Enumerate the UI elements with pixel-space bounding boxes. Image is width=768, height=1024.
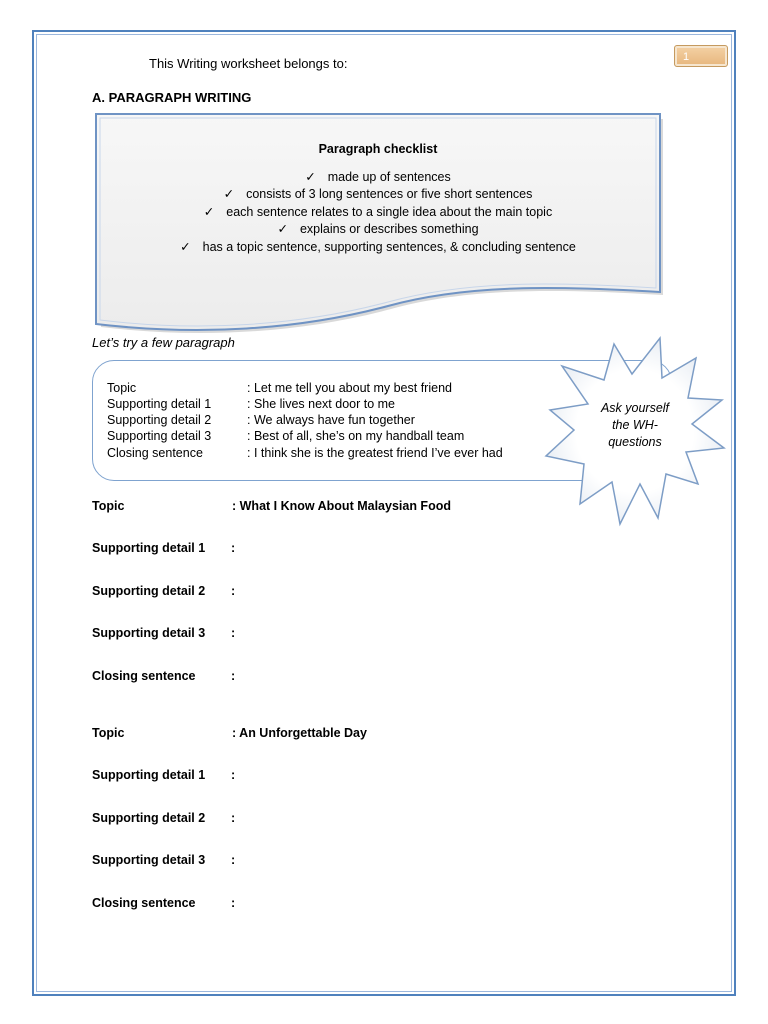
check-icon: ✓ [203,205,215,219]
example-value: : She lives next door to me [247,397,395,411]
example-value: : I think she is the greatest friend I’ve ever had [247,446,503,460]
form2-sd2-label: Supporting detail 2 [92,811,206,825]
form2-sd3-label: Supporting detail 3 [92,853,206,867]
form1-sd3-colon: : [231,626,236,640]
form2-sd3-colon: : [231,853,236,867]
form2-closing-label: Closing sentence [92,896,196,910]
example-value: : We always have fun together [247,413,415,427]
page-number: 1 [683,51,690,63]
form2-topic-label: Topic [92,726,125,740]
checklist-item-text: has a topic sentence, supporting sentences, & concluding sentence [202,240,576,254]
worksheet-owner-line: This Writing worksheet belongs to: [149,56,348,71]
callout-line: the WH- [612,418,658,432]
form2-closing-colon: : [231,896,236,910]
checklist-item [95,221,661,236]
callout-line: Ask yourself [600,401,670,415]
example-label: Supporting detail 3 [107,429,212,443]
example-value: : Best of all, she’s on my handball team [247,429,465,443]
form1-topic-label: Topic [92,499,125,513]
checklist-item-text: made up of sentences [327,170,451,184]
checklist-item [95,169,661,184]
page-number-tab [674,45,728,67]
section-title: A. PARAGRAPH WRITING [92,90,252,105]
check-icon: ✓ [277,222,288,236]
callout-text [587,400,683,451]
check-icon: ✓ [305,170,316,184]
form2-sd2-colon: : [231,811,236,825]
example-value: : Let me tell you about my best friend [247,381,452,395]
form1-sd2-colon: : [231,584,236,598]
checklist-item [95,239,661,254]
form1-topic-value: : What I Know About Malaysian Food [232,499,451,513]
checklist-item-text: consists of 3 long sentences or five short sentences [246,187,533,201]
form1-sd3-label: Supporting detail 3 [92,626,206,640]
checklist-item [95,186,661,201]
lets-try-heading: Let’s try a few paragraph [92,335,235,350]
example-label: Supporting detail 2 [107,413,212,427]
callout-line: questions [608,435,662,449]
form2-topic-value: : An Unforgettable Day [232,726,367,740]
form2-sd1-colon: : [231,768,236,782]
check-icon: ✓ [223,187,235,201]
check-icon: ✓ [180,240,191,254]
form1-sd2-label: Supporting detail 2 [92,584,206,598]
checklist-item [95,204,661,219]
form2-sd1-label: Supporting detail 1 [92,768,206,782]
form1-sd1-colon: : [231,541,236,555]
form1-closing-colon: : [231,669,236,683]
example-label: Supporting detail 1 [107,397,212,411]
example-label: Topic [107,381,137,395]
checklist-item-text: explains or describes something [299,222,479,236]
example-label: Closing sentence [107,446,203,460]
checklist-item-text: each sentence relates to a single idea about the main topic [226,205,553,219]
checklist-title: Paragraph checklist [318,142,438,156]
form1-sd1-label: Supporting detail 1 [92,541,206,555]
form1-closing-label: Closing sentence [92,669,196,683]
